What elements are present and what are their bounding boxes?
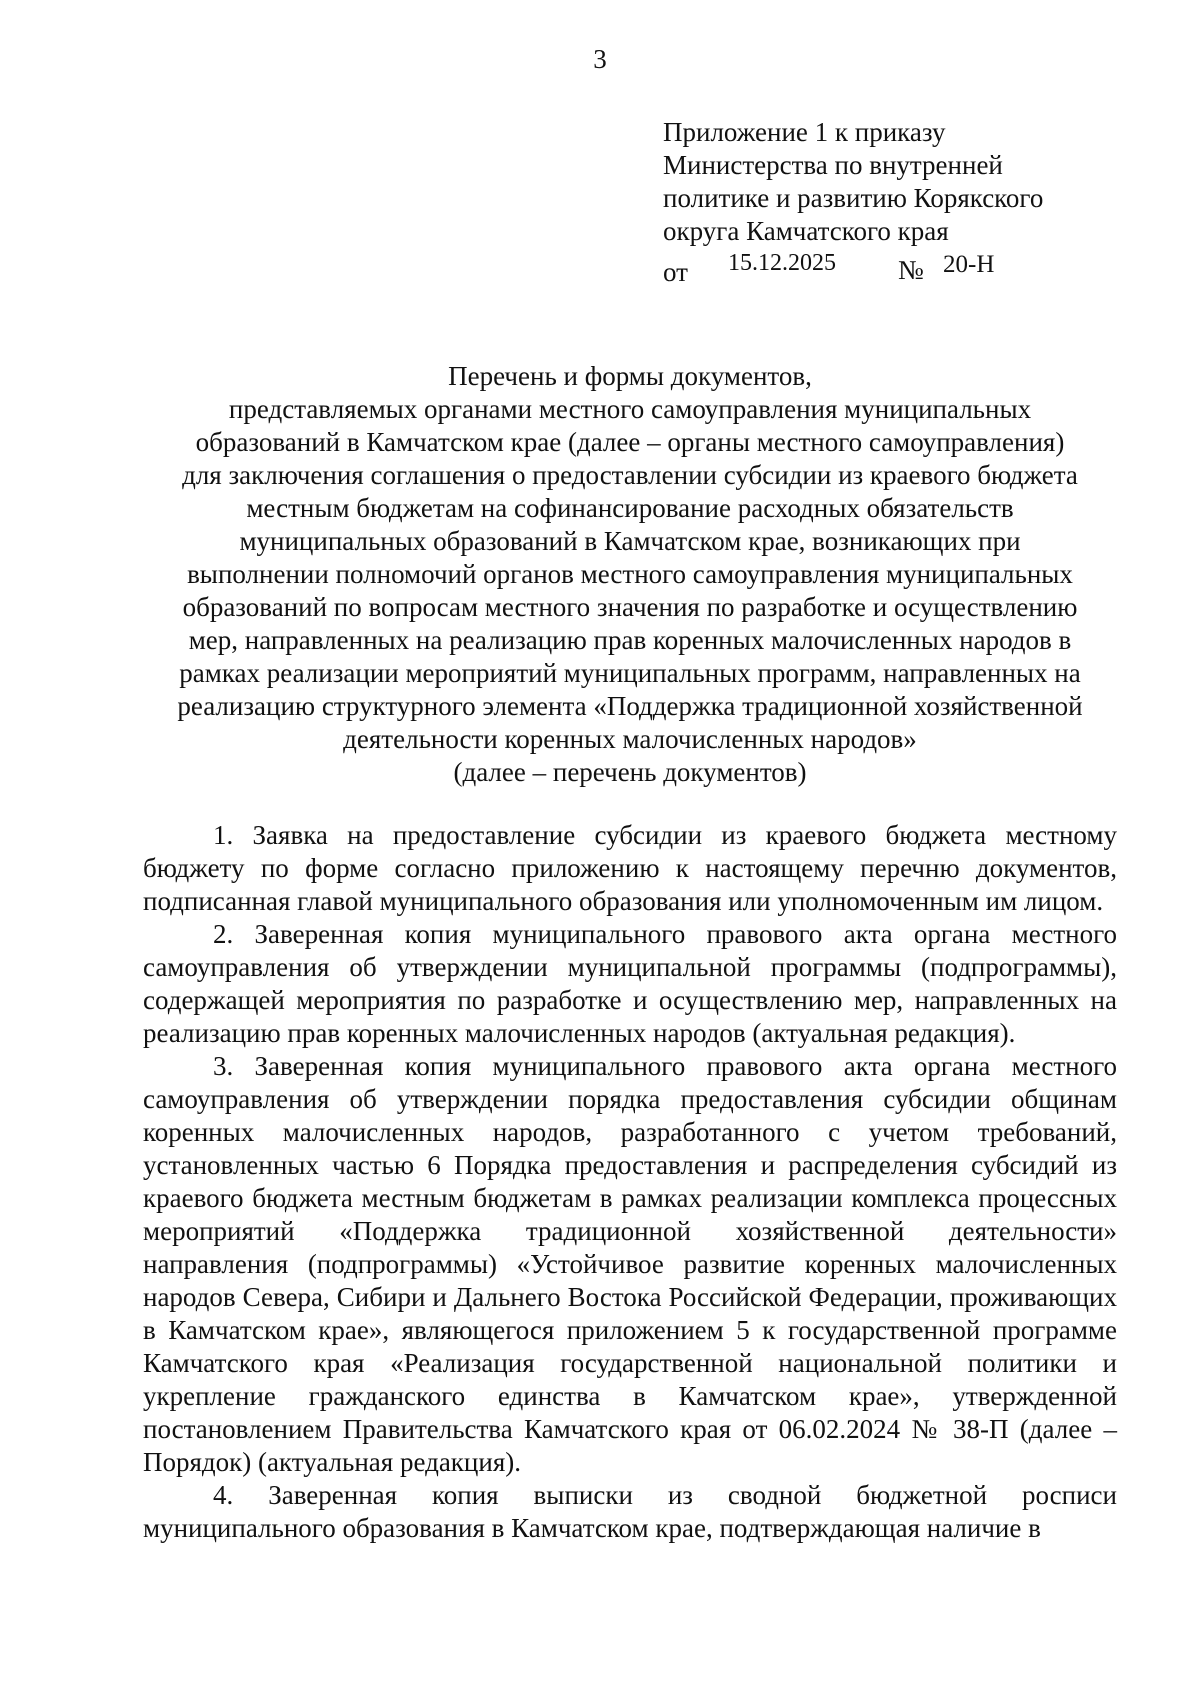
list-item-4: 4. Заверенная копия выписки из сводной бюджетной росписи муниципального образования в Камчатском крае, подтверждающая наличие в [143,1480,1117,1543]
title-line: для заключения соглашения о предоставлении субсидии из краевого бюджета [182,460,1078,490]
title-line: деятельности коренных малочисленных народов» [343,724,917,754]
list-item-1: 1. Заявка на предоставление субсидии из краевого бюджета местному бюджету по форме согласно приложению к настоящему перечню документов, подписанная главой муниципального образования или уполномоченным им лицом. [143,820,1117,916]
page-number: 3 [593,44,607,74]
list-item-2: 2. Заверенная копия муниципального правового акта органа местного самоуправления об утверждении муниципальной программы (подпрограммы), содержащей мероприятия по разработке и осуществлению мер, направленных на реализацию прав коренных малочисленных народов (актуальная редакция). [143,919,1117,1048]
title-line: образований по вопросам местного значения по разработке и осуществлению [182,592,1078,622]
appendix-line: округа Камчатского края [663,216,949,246]
date-prefix: от [663,257,688,287]
document-body [143,819,1117,1545]
title-line: рамках реализации мероприятий муниципальных программ, направленных на [179,658,1081,688]
order-number: 20-Н [943,251,995,278]
document-title [140,360,1120,789]
order-date: 15.12.2025 [728,250,836,276]
number-prefix: № [898,255,924,285]
title-line: муниципальных образований в Камчатском крае, возникающих при [239,526,1021,556]
title-line: представляемых органами местного самоуправления муниципальных [228,394,1032,424]
order-date-number-row [663,248,1163,287]
appendix-line: Приложение 1 к приказу [663,117,946,147]
title-line: выполнении полномочий органов местного самоуправления муниципальных [187,559,1073,589]
list-item-3: 3. Заверенная копия муниципального правового акта органа местного самоуправления об утверждении порядка предоставления субсидии общинам коренных малочисленных народов, разработанного с учетом требований, установленных частью 6 Порядка предоставления и распределения субсидий из краевого бюджета местным бюджетам в рамках реализации комплекса процессных мероприятий «Поддержка традиционной хозяйственной деятельности» направления (подпрограммы) «Устойчивое развитие коренных малочисленных народов Севера, Сибири и Дальнего Востока Российской Федерации, проживающих в Камчатском крае», являющегося приложением 5 к государственной программе Камчатского края «Реализация государственной национальной политики и укрепление гражданского единства в Камчатском крае», утвержденной постановлением Правительства Камчатского края от 06.02.2024 № 38-П (далее – Порядок) (актуальная редакция). [143,1051,1117,1477]
appendix-header [663,116,1163,287]
title-line: мер, направленных на реализацию прав коренных малочисленных народов в [188,625,1072,655]
title-line: местным бюджетам на софинансирование расходных обязательств [246,493,1014,523]
title-line: (далее – перечень документов) [453,757,807,787]
title-line: образований в Камчатском крае (далее – органы местного самоуправления) [195,427,1065,457]
title-line: реализацию структурного элемента «Поддержка традиционной хозяйственной [177,691,1083,721]
appendix-line: политике и развитию Корякского [663,183,1044,213]
title-line: Перечень и формы документов, [448,361,812,391]
appendix-line: Министерства по внутренней [663,150,1003,180]
